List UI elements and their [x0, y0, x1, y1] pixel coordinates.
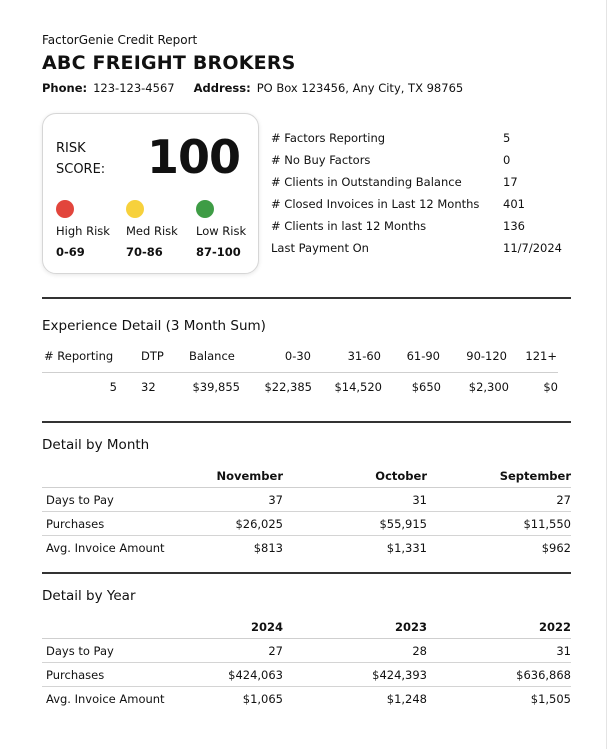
cell-value: 31	[556, 644, 571, 658]
header-cell: Balance	[189, 349, 235, 363]
cell-value: $1,331	[386, 541, 427, 555]
row-label: Purchases	[46, 517, 105, 531]
row-label: Days to Pay	[46, 493, 114, 507]
risk-score-value: 100	[147, 130, 241, 184]
table-row	[42, 536, 571, 560]
stat-value: 11/7/2024	[503, 241, 562, 255]
cell-value: $1,065	[242, 692, 283, 706]
stat-value: 401	[503, 197, 525, 211]
column-header: 2022	[538, 620, 571, 634]
address-label: Address:	[193, 81, 251, 95]
header-cell: 90-120	[466, 349, 507, 363]
header-cell: 121+	[525, 349, 557, 363]
cell-value: 27	[556, 493, 571, 507]
phone-label: Phone:	[42, 81, 88, 95]
section-divider	[42, 297, 571, 299]
data-cell: $14,520	[334, 380, 382, 394]
risk-score-label: RISK SCORE:	[56, 141, 106, 177]
high-risk-dot-icon	[56, 200, 74, 218]
stat-label: # Clients in last 12 Months	[271, 219, 427, 233]
cell-value: $424,393	[372, 668, 427, 682]
med-risk-dot-icon	[126, 200, 144, 218]
header-cell: # Reporting	[44, 349, 114, 363]
table-row	[42, 663, 571, 687]
med-risk-label: Med Risk	[126, 224, 178, 238]
header-cell: 31-60	[347, 349, 381, 363]
contact-line	[42, 81, 463, 95]
high-risk-label: High Risk	[56, 224, 110, 238]
section-divider	[42, 572, 571, 574]
cell-value: $1,505	[530, 692, 571, 706]
table-row	[42, 639, 571, 663]
experience-header-row	[42, 349, 558, 373]
column-header: November	[216, 469, 283, 483]
stat-value: 0	[503, 153, 511, 167]
year-header-row	[42, 615, 571, 639]
cell-value: 27	[268, 644, 283, 658]
row-label: Days to Pay	[46, 644, 114, 658]
cell-value: $55,915	[379, 517, 427, 531]
row-label: Purchases	[46, 668, 105, 682]
med-risk-range: 70-86	[126, 245, 163, 259]
phone-value: 123-123-4567	[93, 81, 175, 95]
column-header: 2023	[394, 620, 427, 634]
data-cell: $22,385	[264, 380, 312, 394]
row-label: Avg. Invoice Amount	[46, 692, 165, 706]
column-header: September	[499, 469, 571, 483]
stat-value: 5	[503, 131, 511, 145]
month-header-row	[42, 464, 571, 488]
report-title: FactorGenie Credit Report	[42, 33, 198, 47]
cell-value: $424,063	[228, 668, 283, 682]
data-cell: $39,855	[192, 380, 240, 394]
header-cell: DTP	[141, 349, 164, 363]
cell-value: 31	[412, 493, 427, 507]
table-row	[42, 512, 571, 536]
stat-label: # Factors Reporting	[271, 131, 386, 145]
stat-value: 136	[503, 219, 525, 233]
cell-value: $11,550	[523, 517, 571, 531]
experience-detail-title: Experience Detail (3 Month Sum)	[42, 318, 266, 334]
risk-score-card	[42, 113, 259, 274]
stat-label: # Closed Invoices in Last 12 Months	[271, 197, 480, 211]
cell-value: $636,868	[516, 668, 571, 682]
cell-value: $962	[541, 541, 571, 555]
header-cell: 0-30	[284, 349, 311, 363]
data-cell: $650	[411, 380, 441, 394]
detail-by-month-title: Detail by Month	[42, 437, 150, 453]
low-risk-range: 87-100	[196, 245, 241, 259]
cell-value: $26,025	[235, 517, 283, 531]
section-divider	[42, 421, 571, 423]
cell-value: $1,248	[386, 692, 427, 706]
detail-by-year-title: Detail by Year	[42, 588, 136, 604]
table-row	[42, 488, 571, 512]
data-cell: $0	[543, 380, 558, 394]
low-risk-dot-icon	[196, 200, 214, 218]
high-risk-range: 0-69	[56, 245, 85, 259]
company-name: ABC FREIGHT BROKERS	[42, 52, 296, 74]
stat-label: # No Buy Factors	[271, 153, 371, 167]
stat-label: # Clients in Outstanding Balance	[271, 175, 462, 189]
table-row	[42, 687, 571, 711]
experience-data-row	[42, 380, 558, 402]
data-cell: $2,300	[468, 380, 509, 394]
low-risk-label: Low Risk	[196, 224, 247, 238]
data-cell: 5	[109, 380, 117, 394]
stat-label: Last Payment On	[271, 241, 369, 255]
cell-value: 28	[412, 644, 427, 658]
column-header: 2024	[250, 620, 283, 634]
address-value: PO Box 123456, Any City, TX 98765	[256, 81, 464, 95]
header-cell: 61-90	[406, 349, 440, 363]
column-header: October	[375, 469, 427, 483]
cell-value: $813	[253, 541, 283, 555]
data-cell: 32	[141, 380, 156, 394]
row-label: Avg. Invoice Amount	[46, 541, 165, 555]
cell-value: 37	[268, 493, 283, 507]
stat-value: 17	[503, 175, 518, 189]
